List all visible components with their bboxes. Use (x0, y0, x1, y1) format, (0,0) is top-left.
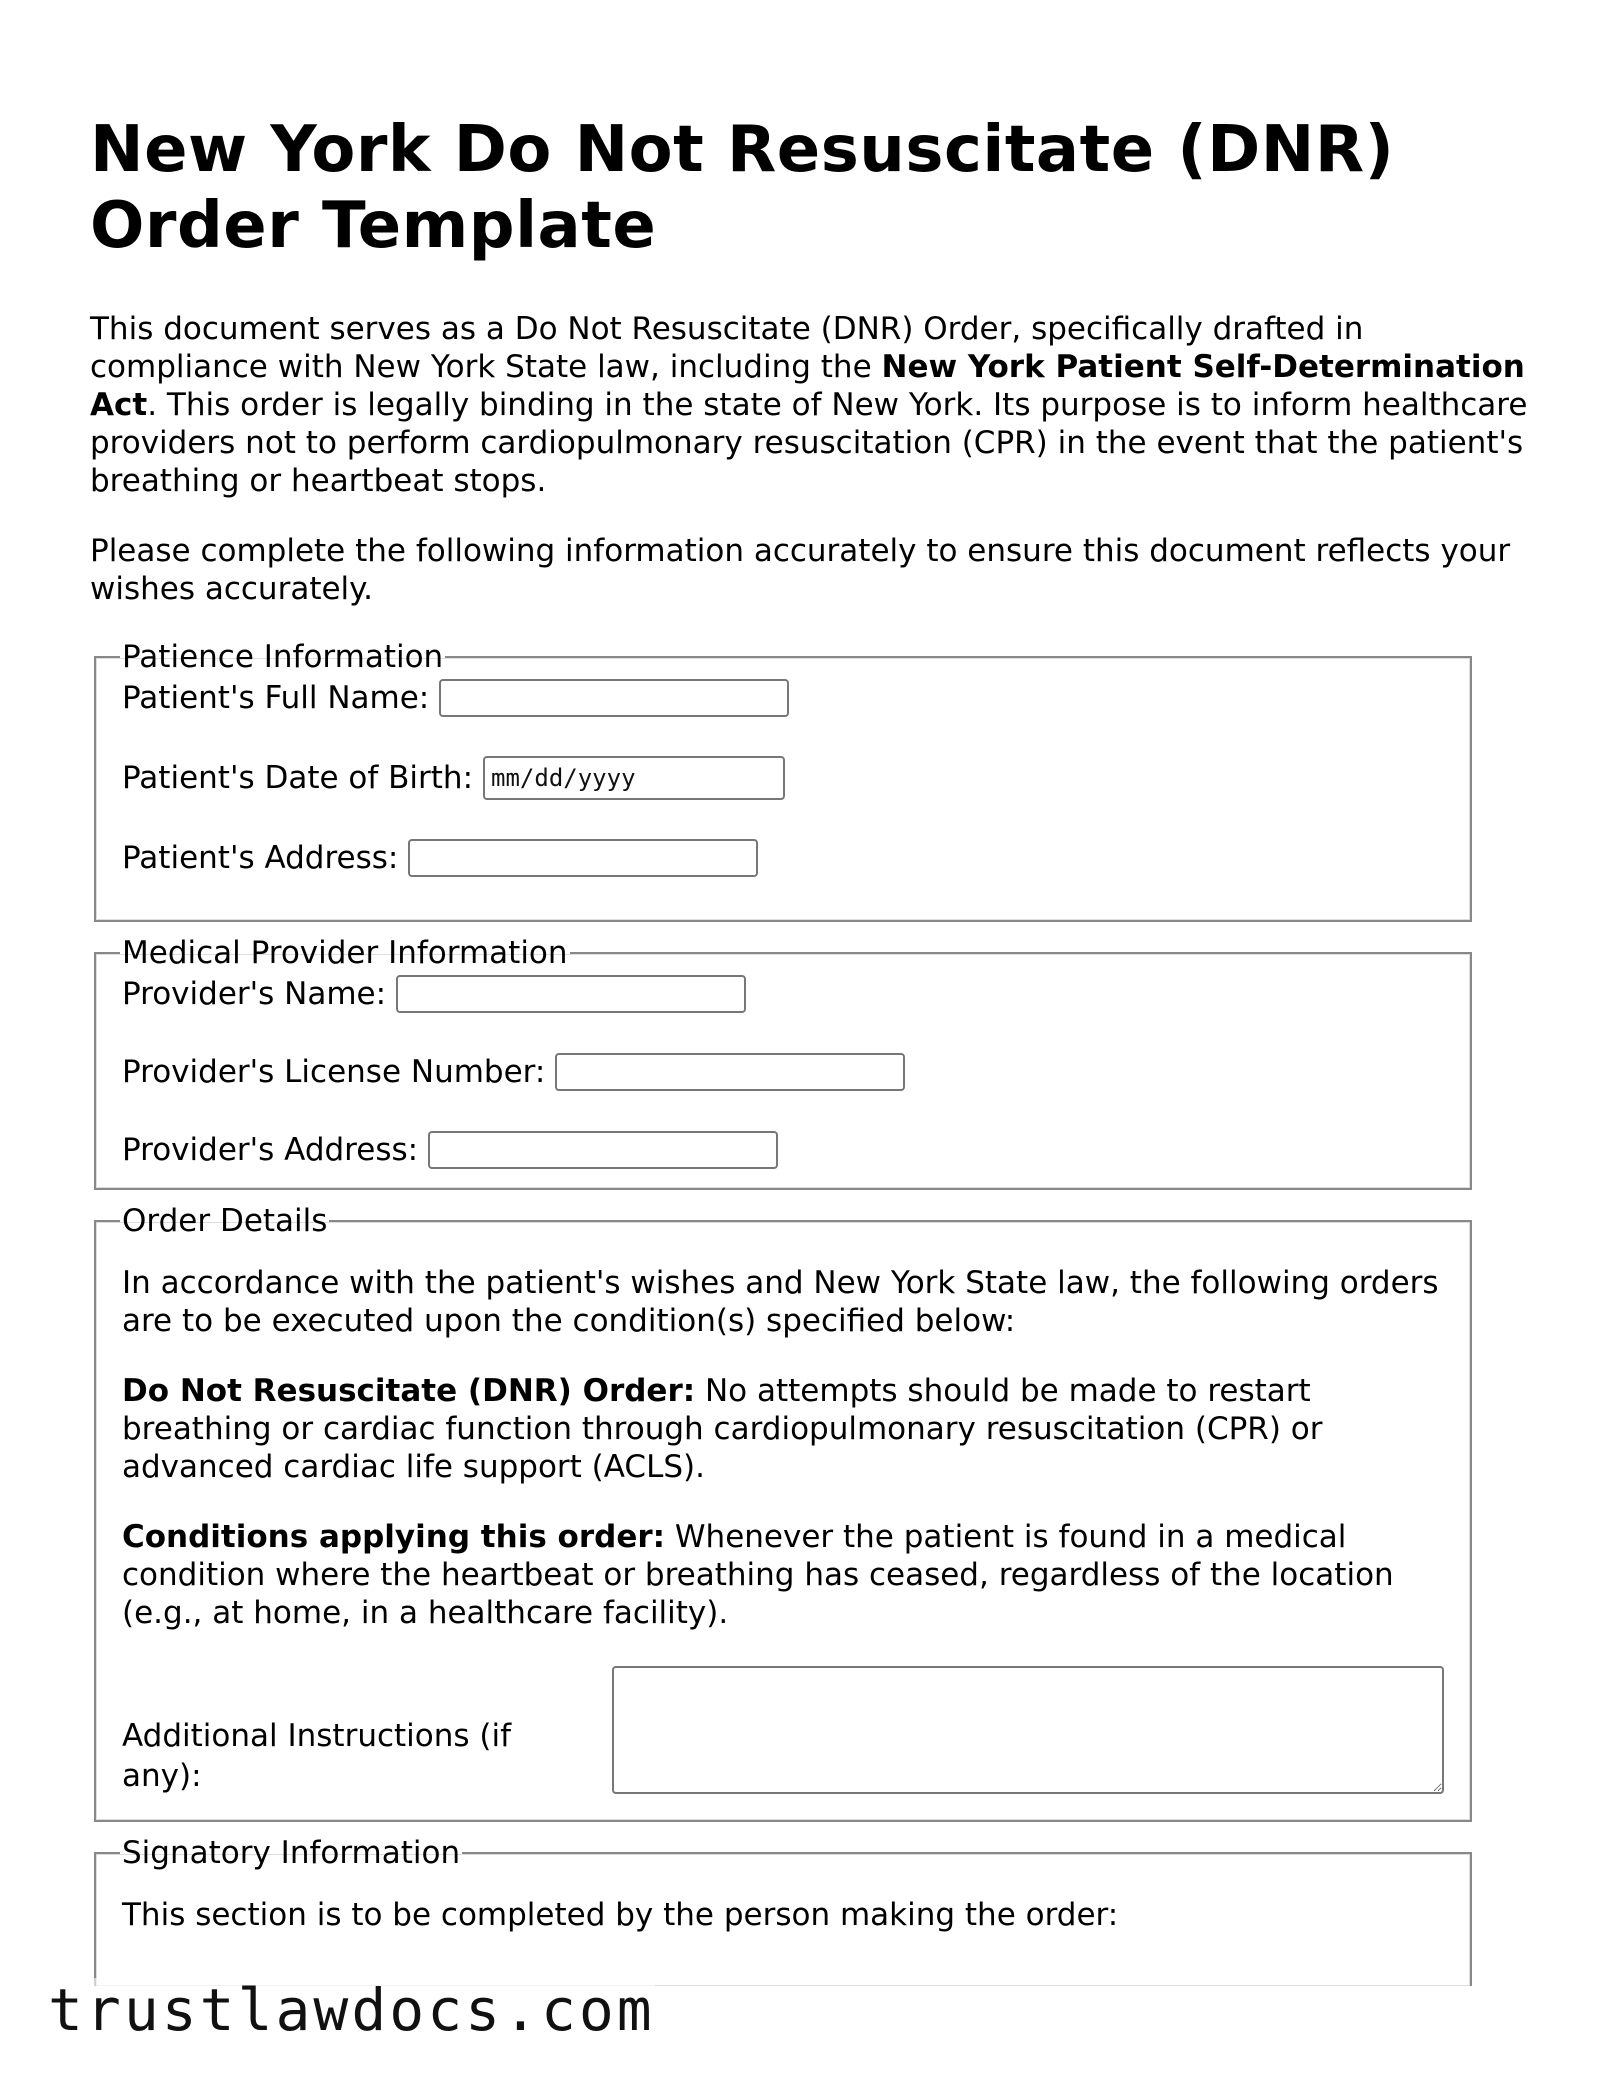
signatory-intro: This section is to be completed by the person making the order: (122, 1897, 1119, 1933)
intro-text-end: . This order is legally binding in the state of New York. Its purpose is to inform healthcare providers not to perform cardiopulmonary resuscitation (CPR) in the event that the patient's breathing or heartbeat stops. (90, 387, 1528, 499)
intro-section (90, 310, 1530, 608)
patient-address-input[interactable] (408, 839, 758, 877)
signatory-section-legend: Signatory Information (122, 1835, 461, 1871)
provider-address-label: Provider's Address: (122, 1132, 419, 1168)
provider-name-input[interactable] (396, 975, 746, 1013)
provider-license-label: Provider's License Number: (122, 1054, 546, 1090)
patient-dob-label: Patient's Date of Birth: (122, 760, 474, 796)
watermark: trustlawdocs.com (48, 1976, 655, 2044)
dnr-order-heading: Do Not Resuscitate (DNR) Order: (122, 1373, 696, 1409)
provider-name-row (122, 974, 1444, 1014)
document-page (90, 112, 1530, 2000)
patient-address-row (122, 838, 1444, 878)
conditions-paragraph (122, 1518, 1444, 1632)
additional-instructions-input[interactable] (612, 1666, 1444, 1794)
order-details-section (94, 1204, 1472, 1822)
provider-license-input[interactable] (555, 1053, 905, 1091)
patient-dob-row (122, 756, 1444, 800)
patient-dob-input[interactable] (483, 756, 785, 800)
patient-address-label: Patient's Address: (122, 840, 399, 876)
provider-address-input[interactable] (428, 1131, 778, 1169)
patient-name-input[interactable] (439, 679, 789, 717)
intro-text-start: This document serves as a Do Not Resuscitate (DNR) Order, specifically drafted in compliance with New York State law, including the (90, 311, 1364, 385)
order-section-legend: Order Details (122, 1203, 328, 1239)
additional-instructions-row (122, 1666, 1444, 1794)
provider-license-row (122, 1052, 1444, 1092)
patient-section-legend: Patience Information (122, 639, 444, 675)
dnr-order-paragraph (122, 1372, 1444, 1486)
patient-name-row (122, 678, 1444, 718)
dob-placeholder: mm/dd/yyyy (491, 764, 636, 792)
order-intro: In accordance with the patient's wishes and New York State law, the following orders are to be executed upon the condition(s) specified below: (122, 1265, 1439, 1339)
intro-paragraph (90, 310, 1530, 500)
provider-name-label: Provider's Name: (122, 976, 387, 1012)
instructions-paragraph: Please complete the following information accurately to ensure this document reflects your wishes accurately. (90, 533, 1511, 607)
provider-address-row (122, 1130, 1444, 1170)
provider-information-section (94, 936, 1472, 1190)
additional-instructions-label: Additional Instructions (if any): (122, 1718, 512, 1794)
act-name: New York Patient Self-Determination Act (90, 349, 1525, 423)
conditions-text: Whenever the patient is found in a medical condition where the heartbeat or breathing has ceased, regardless of the location (e.g., at home, in a healthcare facility). (122, 1519, 1394, 1631)
provider-section-legend: Medical Provider Information (122, 935, 568, 971)
patient-name-label: Patient's Full Name: (122, 680, 430, 716)
signatory-information-section (94, 1836, 1472, 1986)
page-title: New York Do Not Resuscitate (DNR) Order Template (90, 113, 1395, 263)
conditions-heading: Conditions applying this order: (122, 1519, 666, 1555)
dnr-order-text: No attempts should be made to restart breathing or cardiac function through cardiopulmonary resuscitation (CPR) or advanced cardiac life support (ACLS). (122, 1373, 1323, 1485)
patient-information-section (94, 640, 1472, 922)
